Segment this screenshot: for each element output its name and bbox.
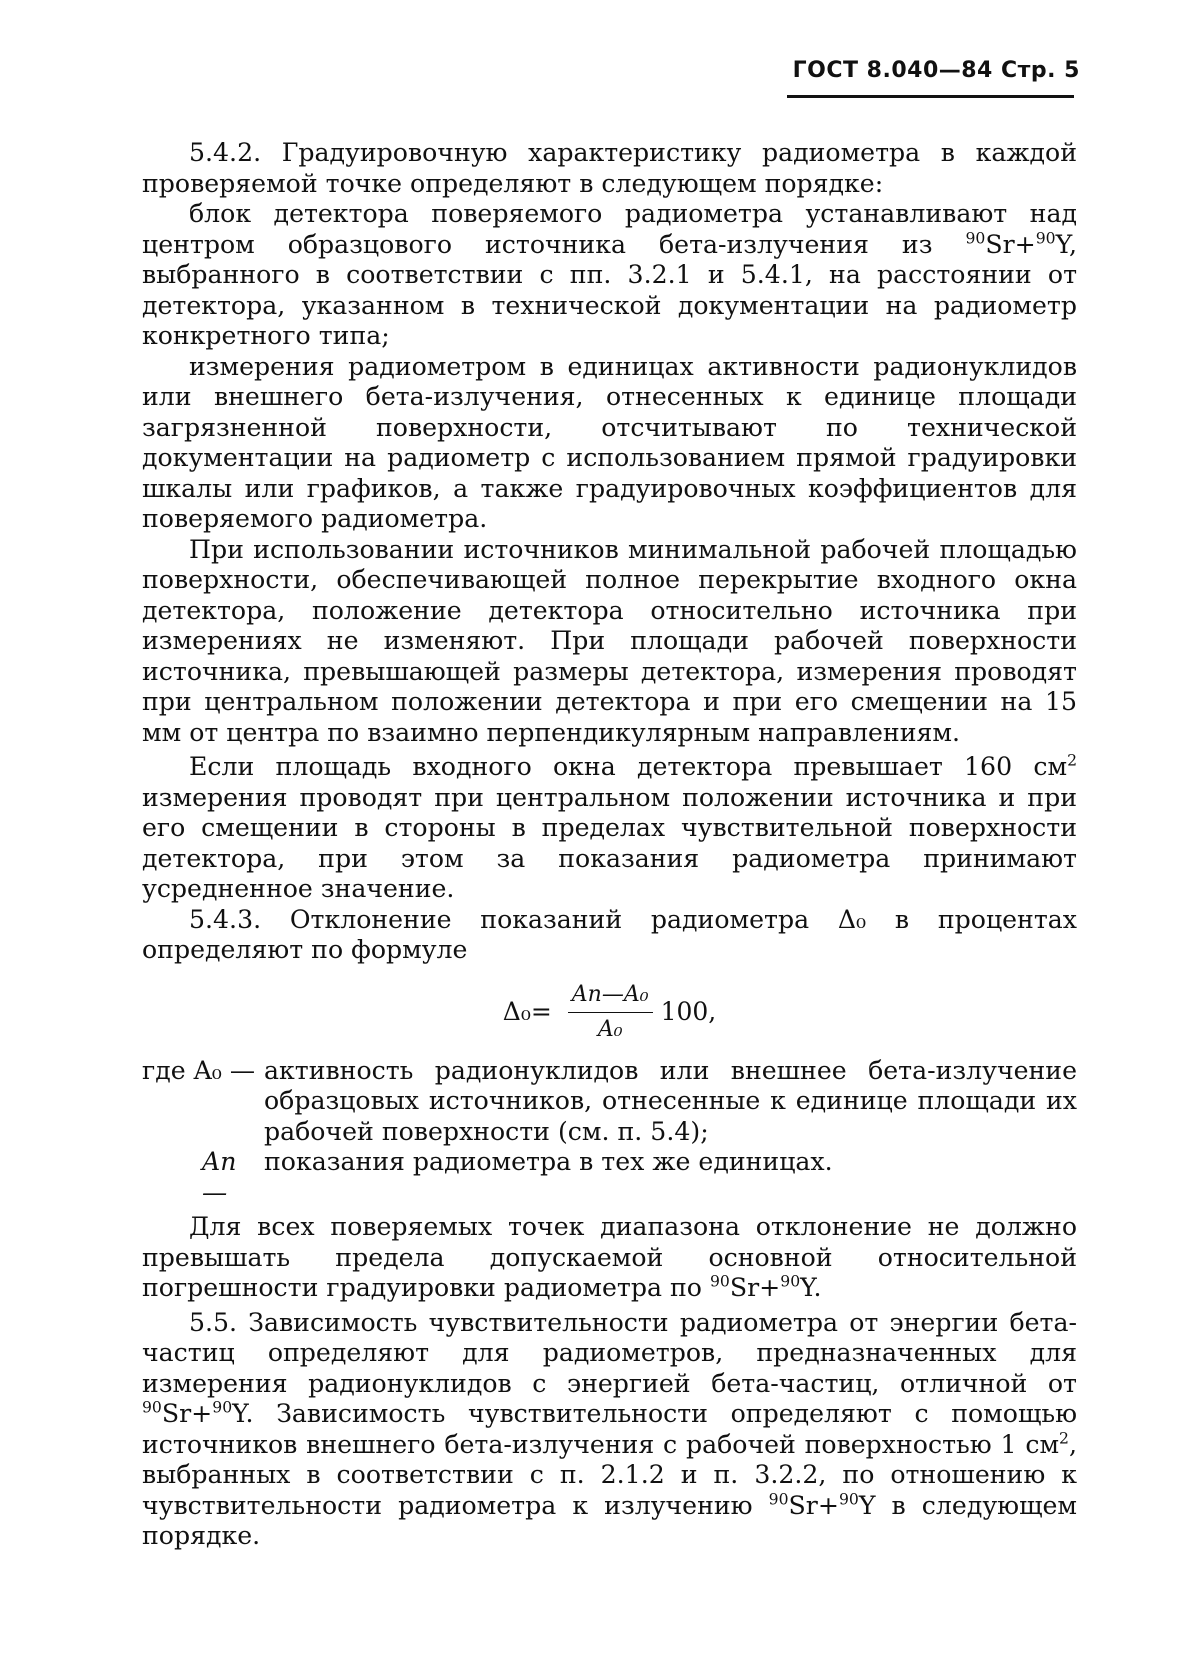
text-run: Sr+ [985, 229, 1036, 259]
formula-numerator: Aп—A₀ [568, 980, 653, 1014]
where-term: где A₀ — [142, 1055, 256, 1085]
paragraph-5-5 [142, 1308, 1077, 1552]
text-run: Y в следующем порядке. [142, 1490, 1077, 1550]
text-run: Sr+ [788, 1490, 839, 1520]
text-run: Sr+ [161, 1399, 213, 1428]
superscript: 90 [780, 1272, 801, 1291]
where-term: Aп — [202, 1147, 237, 1207]
text-run: Sr+ [729, 1273, 781, 1302]
paragraph-measurements: измерения радиометром в единицах активности радионуклидов или внешнего бета-излучения, отнесенных к единице площади загрязненной поверхности, отсчитывают по технической документации на радиометр с использованием прямой градуировки шкалы или графиков, а также градуировочных коэффициентов для поверяемого радиометра. [142, 351, 1077, 533]
paragraph-5-4-3: 5.4.3. Отклонение показаний радиометра Δ₀ в процентах определяют по формуле [142, 904, 1077, 964]
superscript: 90 [142, 1398, 162, 1417]
text-run: Y. [800, 1273, 822, 1302]
text-run: Y. Зависимость чувствительности определяют с помощью источников внешнего бета-излучения с рабочей поверхностью 1 см [142, 1399, 1077, 1459]
superscript: 90 [965, 229, 986, 248]
superscript: 90 [768, 1490, 789, 1509]
where-clause-2 [142, 1147, 1077, 1208]
where-clause-1 [142, 1056, 1077, 1148]
formula-multiplier: 100, [660, 997, 717, 1027]
page-header: ГОСТ 8.040—84 Стр. 5 [792, 58, 1080, 83]
where-definition: показания радиометра в тех же единицах. [264, 1147, 833, 1176]
superscript: 90 [1035, 229, 1056, 248]
body-text [142, 138, 1077, 1552]
text-run: блок детектора поверяемого радиометра устанавливают над центром образцового источника бета-излучения из [142, 199, 1077, 259]
paragraph-source-usage: При использовании источников минимальной рабочей площадью поверхности, обеспечивающей полное перекрытие входного окна детектора, положение детектора относительно источника при измерениях не изменяют. При площади рабочей поверхности источника, превышающей размеры детектора, измерения проводят при центральном положении детектора и при его смещении на 15 мм от центра по взаимно перпендикулярным направлениям. [142, 534, 1077, 747]
text-run: Если площадь входного окна детектора превышает 160 см [189, 752, 1068, 781]
text-run: Для всех поверяемых точек диапазона отклонение не должно превышать предела допускаемой основной относительной погрешности градуировки радиометра по [142, 1212, 1077, 1302]
text-run: измерения проводят при центральном положении источника и при его смещении в стороны в пределах чувствительной поверхности детектора, при этом за показания радиометра принимают усредненное значение. [142, 782, 1077, 903]
superscript: 2 [1059, 1429, 1069, 1448]
superscript: 90 [709, 1272, 730, 1291]
where-definition: активность радионуклидов или внешнее бета-излучение образцовых источников, отнесенные к единице площади их рабочей поверхности (см. п. 5.4); [264, 1055, 1077, 1146]
header-rule [787, 95, 1074, 98]
text-run: Y, выбранного в соответствии с пп. 3.2.1 и 5.4.1, на расстоянии от детектора, указанном в технической документации на радиометр конкретного типа; [142, 229, 1077, 350]
formula [142, 980, 1077, 1046]
superscript: 2 [1067, 751, 1077, 770]
paragraph-detector-block [142, 199, 1077, 352]
superscript: 90 [212, 1398, 233, 1417]
text-run: , выбранных в соответствии с п. 2.1.2 и п. 3.2.2, по отношению к чувствительности радиометра к излучению [142, 1429, 1077, 1520]
formula-denominator: A₀ [597, 1017, 623, 1042]
paragraph-5-4-2: 5.4.2. Градуировочную характеристику радиометра в каждой проверяемой точке определяют в следующем порядке: [142, 138, 1077, 198]
paragraph-deviation-limit [142, 1212, 1077, 1304]
text-run: 5.5. Зависимость чувствительности радиометра от энергии бета-частиц определяют для радиометров, предназначенных для измерения радионуклидов с энергией бета-частиц, отличной от [142, 1307, 1077, 1398]
formula-fraction [568, 980, 653, 1046]
superscript: 90 [838, 1490, 859, 1509]
paragraph-window-area [142, 752, 1077, 905]
formula-lhs: Δ₀= [502, 997, 552, 1027]
